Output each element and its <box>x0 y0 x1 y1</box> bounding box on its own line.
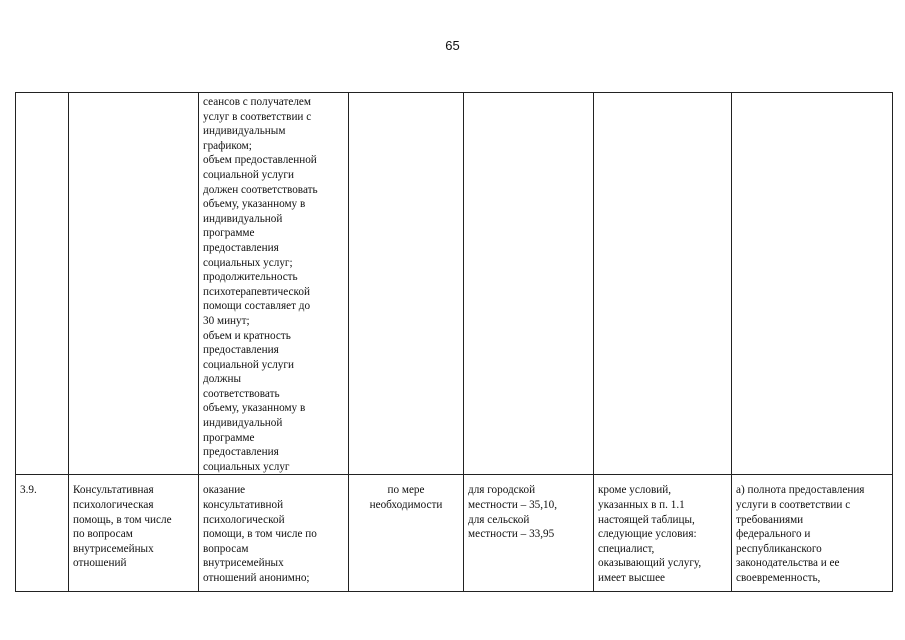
text-line: должны <box>203 373 241 386</box>
cell-quality <box>732 475 893 592</box>
text-line: 30 минут; <box>203 314 250 327</box>
text-line: помощи составляет до <box>203 300 311 313</box>
text-line: объем и кратность <box>203 329 291 342</box>
table-row-continued <box>16 93 893 475</box>
text-line: по мере <box>387 484 425 497</box>
text-line: кроме условий, <box>598 484 672 497</box>
text-line: социальных услуг <box>203 460 290 473</box>
cell-description <box>199 93 349 475</box>
text-line: программе <box>203 227 255 240</box>
text-line: индивидуальной <box>203 212 283 225</box>
cell-service-name <box>69 93 199 475</box>
text-line: вопросам <box>203 542 249 555</box>
cell-quality <box>732 93 893 475</box>
cell-service-name <box>69 475 199 592</box>
text-line: психотерапевтической <box>203 285 310 298</box>
text-line: услуг в соответствии с <box>203 110 312 123</box>
text-line: необходимости <box>369 499 443 512</box>
text-line: продолжительность <box>203 271 298 284</box>
text-line: психологической <box>203 513 285 526</box>
text-line: соответствовать <box>203 387 280 400</box>
text-line: психологическая <box>73 499 154 512</box>
cell-number: 3.9. <box>16 475 69 592</box>
text-line: должен соответствовать <box>203 183 318 196</box>
text-line: предоставления <box>203 241 279 254</box>
text-line: настоящей таблицы, <box>598 513 695 526</box>
cell-conditions <box>594 475 732 592</box>
text-line: оказание <box>203 484 246 497</box>
cell-conditions <box>594 93 732 475</box>
text-line: предоставления <box>203 446 279 459</box>
page-number: 65 <box>445 38 460 53</box>
cell-tariff <box>464 475 594 592</box>
text-line: имеет высшее <box>598 572 665 584</box>
text-line: специалист, <box>598 542 655 555</box>
text-line: консультативной <box>203 499 284 512</box>
text-line: помощи, в том числе по <box>203 528 317 541</box>
text-line: отношений <box>73 557 127 570</box>
cell-frequency <box>349 93 464 475</box>
text-line: оказывающий услугу, <box>598 557 702 570</box>
text-line: объему, указанному в <box>203 402 306 415</box>
text-line: объему, указанному в <box>203 198 306 211</box>
text-line: предоставления <box>203 344 279 357</box>
table-row-3-9 <box>16 475 893 592</box>
text-line: требованиями <box>736 513 804 526</box>
cell-number <box>16 93 69 475</box>
cell-tariff <box>464 93 594 475</box>
text-line: федерального и <box>736 528 811 541</box>
text-line: помощь, в том числе <box>73 513 172 526</box>
text-line: местности – 35,10, <box>468 499 558 512</box>
text-line: индивидуальной <box>203 417 283 430</box>
services-table <box>15 92 893 592</box>
text-line: по вопросам <box>73 528 133 541</box>
text-line: а) полнота предоставления <box>736 484 865 497</box>
text-line: указанных в п. 1.1 <box>598 499 685 512</box>
text-line: республиканского <box>736 542 822 555</box>
text-line: законодательства и ее <box>736 557 840 570</box>
text-line: Консультативная <box>73 484 154 497</box>
text-line: социальной услуги <box>203 358 294 371</box>
text-line: сеансов с получателем <box>203 96 311 108</box>
text-line: программе <box>203 431 255 444</box>
text-line: своевременность, <box>736 572 821 584</box>
text-line: для сельской <box>468 513 530 526</box>
text-line: отношений анонимно; <box>203 572 310 584</box>
cell-frequency <box>349 475 464 592</box>
text-line: внутрисемейных <box>203 557 284 570</box>
text-line: внутрисемейных <box>73 542 154 555</box>
text-line: индивидуальным <box>203 125 286 138</box>
text-line: местности – 33,95 <box>468 528 555 541</box>
text-line: социальной услуги <box>203 168 294 181</box>
text-line: графиком; <box>203 139 252 152</box>
text-line: для городской <box>468 484 536 497</box>
cell-description <box>199 475 349 592</box>
text-line: услуги в соответствии с <box>736 499 851 512</box>
text-line: социальных услуг; <box>203 256 293 269</box>
text-line: следующие условия: <box>598 528 697 541</box>
text-line: объем предоставленной <box>203 154 317 167</box>
